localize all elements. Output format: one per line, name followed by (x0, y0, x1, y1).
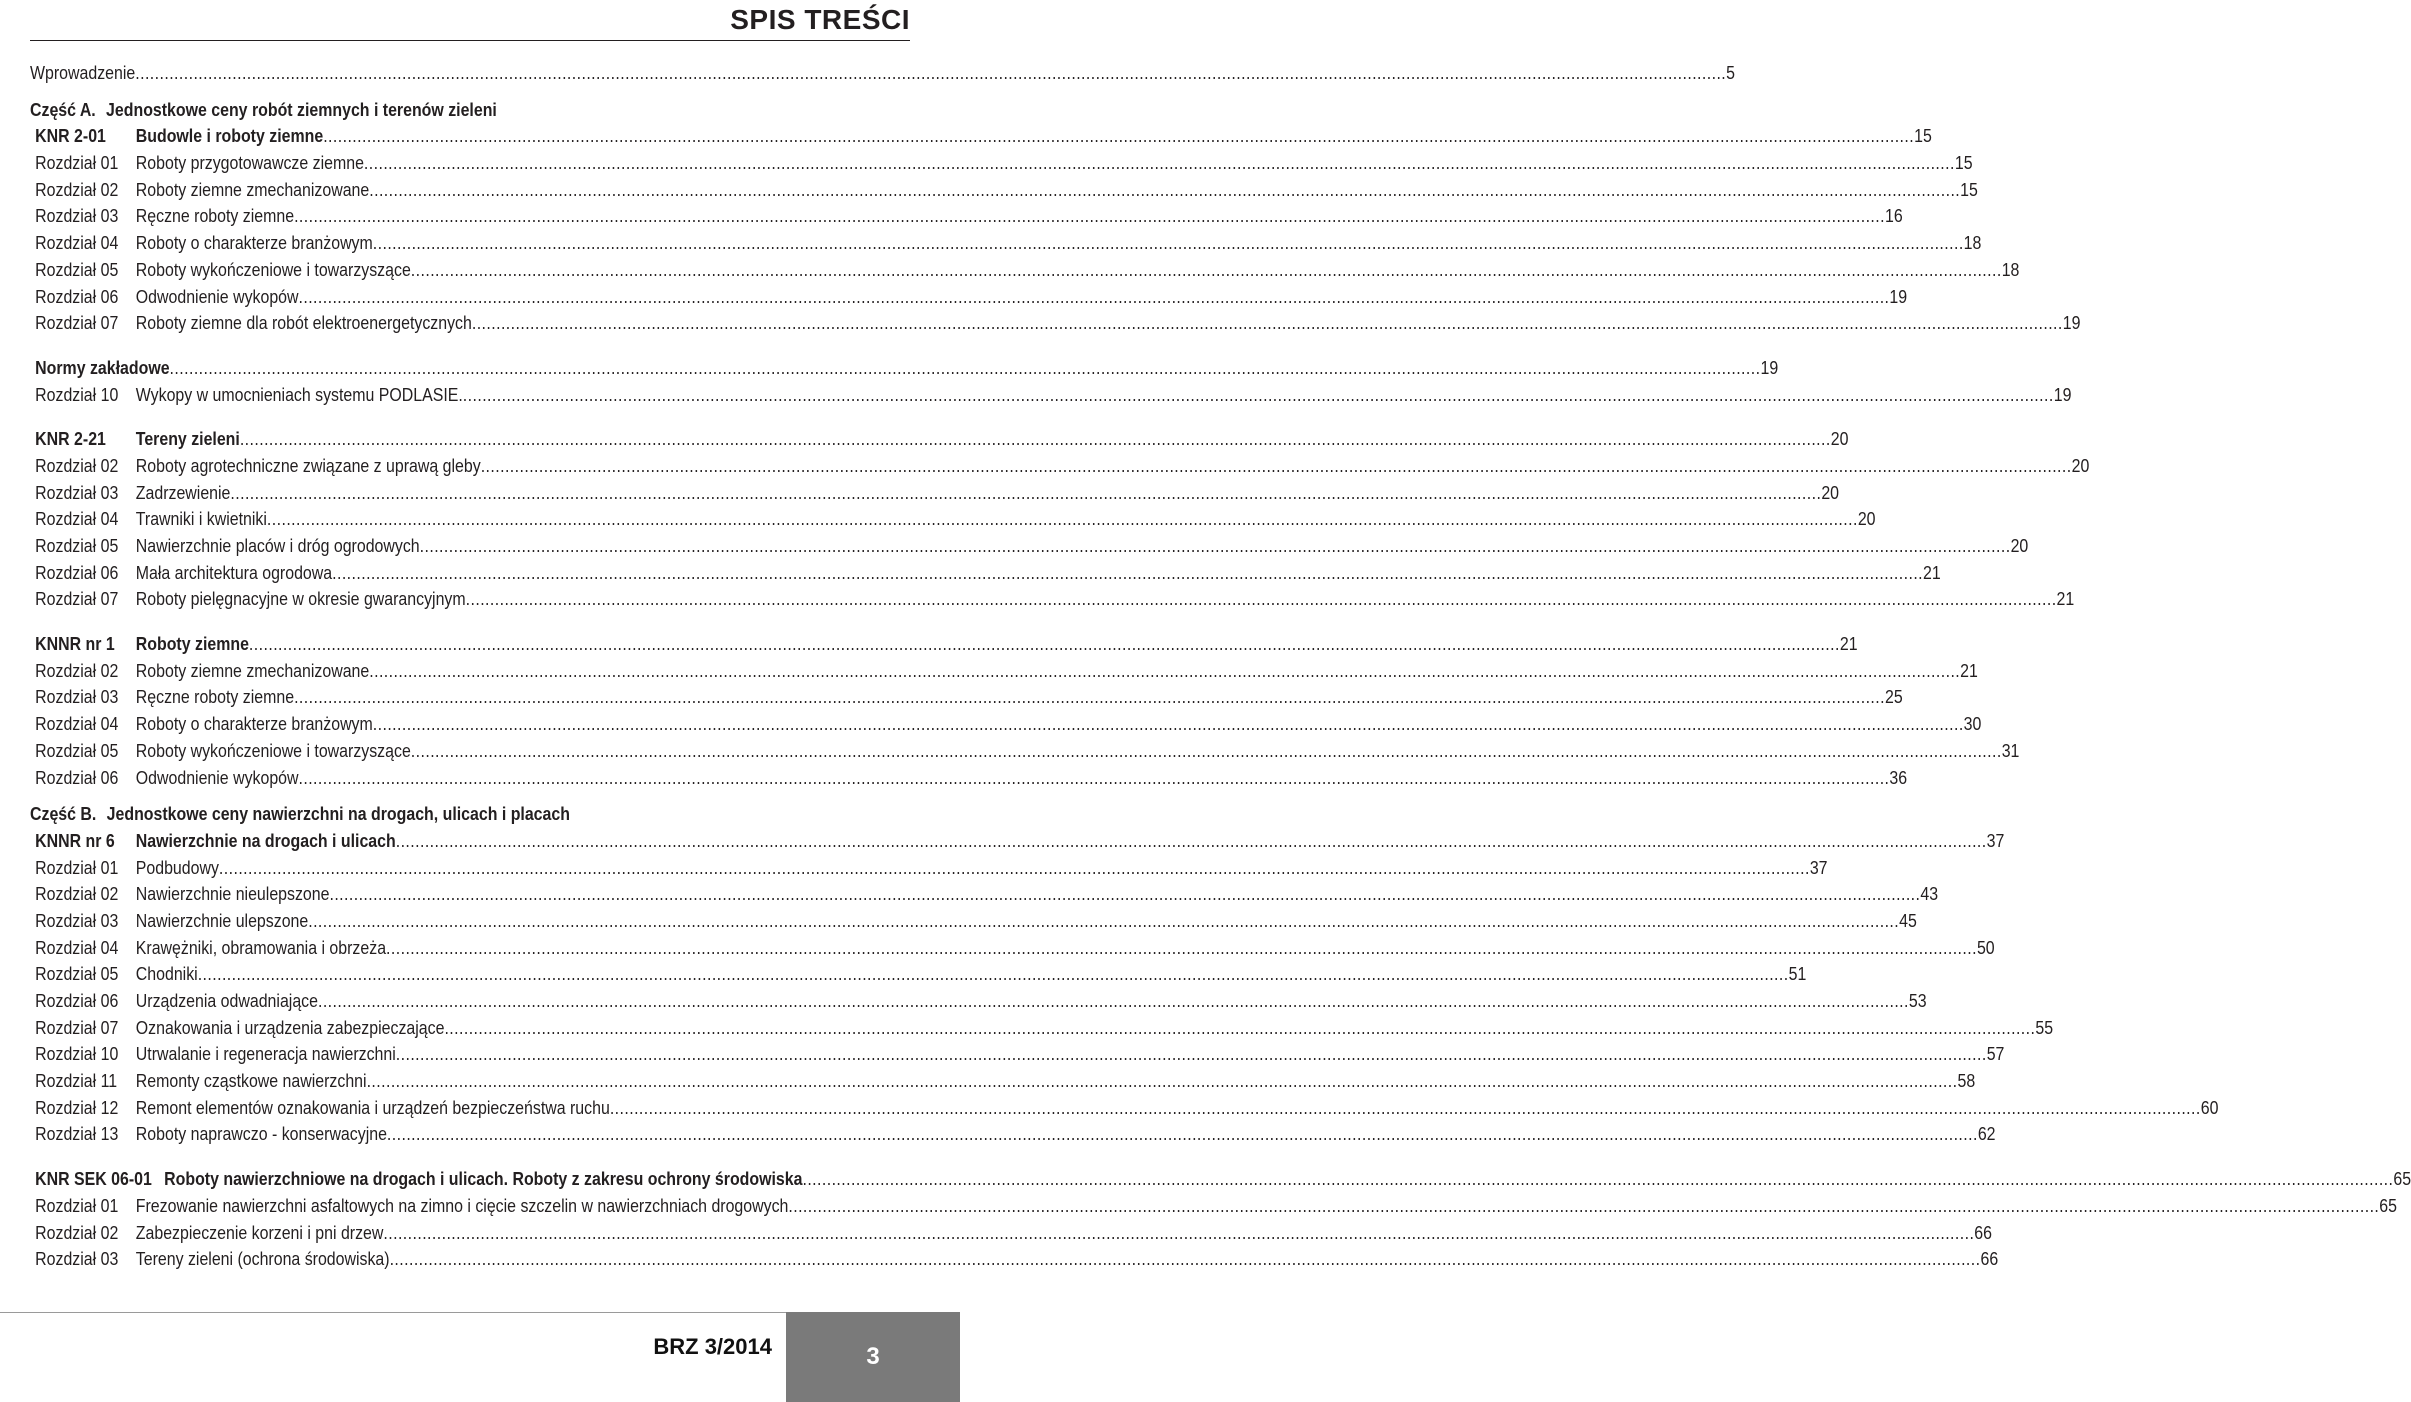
dot-leader (249, 631, 1840, 658)
toc-entry[interactable] (30, 382, 2072, 409)
toc-entry-intro[interactable] (30, 60, 1736, 87)
dot-leader (472, 310, 2063, 337)
toc-entry-code: Rozdział 02 (35, 454, 119, 476)
toc-entry-page: 58 (1957, 1070, 1976, 1092)
toc-entry-page: 50 (1976, 936, 1995, 958)
toc-entry[interactable] (30, 1095, 2219, 1122)
toc-entry-code: Rozdział 03 (35, 481, 119, 503)
toc-entry[interactable] (30, 177, 1978, 204)
toc-entry-page: 57 (1986, 1043, 2005, 1065)
toc-entry-code: Rozdział 02 (35, 659, 119, 681)
toc-entry-title: Nawierzchnie ulepszone (135, 909, 309, 931)
dot-leader (396, 1041, 1987, 1068)
toc-entry[interactable] (30, 284, 1908, 311)
header-rule (30, 40, 910, 41)
toc-entry-page: 25 (1884, 686, 1903, 708)
toc-entry-page: 19 (1760, 356, 1779, 378)
toc-entry-title: Urządzenia odwadniające (135, 990, 318, 1011)
toc-entry-code: Rozdział 13 (35, 1123, 119, 1145)
toc-entry-code: Rozdział 03 (35, 686, 119, 708)
toc-entry-title: Odwodnienie wykopów (135, 285, 299, 307)
toc-entry-title: Roboty ziemne zmechanizowane (135, 178, 370, 200)
toc-entry-page: 21 (2056, 588, 2075, 610)
toc-entry-title: Roboty ziemne dla robót elektroenergetycznych (135, 312, 472, 334)
dot-leader (332, 560, 1923, 587)
toc-group-items (30, 150, 2081, 337)
toc-entry-code: Rozdział 07 (35, 312, 119, 334)
part-label: Część B. (30, 803, 97, 825)
toc-entry-title: Zadrzewienie (135, 481, 231, 503)
toc-entry-code: KNNR nr 1 (35, 633, 115, 655)
toc-entry-code: Rozdział 01 (35, 856, 119, 878)
dot-leader (373, 711, 1964, 738)
part-a-heading (30, 97, 904, 124)
toc-entry-title: Ręczne roboty ziemne (135, 205, 295, 227)
toc-entry-page: 20 (1857, 508, 1876, 530)
footer-rule (0, 1312, 786, 1313)
toc-entry-page: 31 (2001, 739, 2020, 761)
toc-entry-title: Roboty ziemne zmechanizowane (135, 659, 370, 681)
toc-entry-page: 19 (1889, 285, 1908, 307)
dot-leader (411, 738, 2002, 765)
dot-leader (444, 1015, 2035, 1042)
toc-entry-title: Roboty nawierzchniowe na drogach i ulicach. Roboty z zakresu ochrony środowiska (164, 1168, 803, 1190)
toc-entry[interactable] (30, 506, 1876, 533)
toc-entry-page: 20 (1821, 481, 1840, 503)
dot-leader (364, 150, 1955, 177)
toc-group-heading[interactable] (30, 1166, 2411, 1193)
toc-entry-page: 43 (1920, 883, 1939, 905)
dot-leader (396, 828, 1987, 855)
dot-leader (420, 533, 2011, 560)
toc-entry-code: KNR SEK 06-01 (35, 1168, 152, 1190)
toc-entry-title: Chodniki (135, 963, 198, 985)
toc-entry[interactable] (30, 586, 2075, 613)
dot-leader (481, 453, 2072, 480)
part-title: Jednostkowe ceny nawierzchni na drogach, ulicach i placach (106, 803, 570, 825)
toc-entry-code: Rozdział 04 (35, 713, 119, 735)
toc-entry-code: Rozdział 06 (35, 285, 119, 307)
toc-entry-title: Zabezpieczenie korzeni i pni drzew (135, 1221, 384, 1243)
toc-entry-page: 66 (1980, 1248, 1999, 1270)
toc-entry-title: Frezowanie nawierzchni asfaltowych na zimno i cięcie szczelin w nawierzchniach drogowych (135, 1194, 789, 1216)
page-number-box (786, 1312, 960, 1402)
dot-leader (294, 203, 1885, 230)
toc-entry-code: Rozdział 07 (35, 1016, 119, 1038)
toc-entry-code: Rozdział 03 (35, 909, 119, 931)
toc-entry-code: Rozdział 11 (35, 1070, 118, 1092)
toc-entry[interactable] (30, 711, 1982, 738)
toc-entry-code: Rozdział 01 (35, 1194, 119, 1216)
dot-leader (294, 684, 1885, 711)
toc-entry-code: Rozdział 07 (35, 588, 119, 610)
toc-entry-title: Remonty cząstkowe nawierzchni (135, 1070, 367, 1092)
dot-leader (463, 382, 2054, 409)
toc-entry-page: 20 (2010, 535, 2029, 556)
toc-entry-code: Rozdział 03 (35, 1248, 119, 1270)
dot-leader (318, 988, 1909, 1015)
toc-entry[interactable] (30, 908, 1917, 935)
toc-entry-page: 20 (2071, 454, 2090, 476)
toc-entry-page: 19 (2062, 312, 2081, 334)
toc-group-heading[interactable] (30, 355, 1779, 382)
toc-entry-page: 15 (1914, 125, 1932, 147)
dot-leader (135, 60, 1726, 87)
toc-entry-title: Roboty wykończeniowe i towarzyszące (135, 739, 411, 761)
toc-entry-title: Roboty o charakterze branżowym (135, 232, 373, 254)
toc-entry-title: Budowle i roboty ziemne (135, 125, 324, 147)
toc-entry-code: Rozdział 05 (35, 535, 119, 556)
toc-entry[interactable] (30, 257, 2020, 284)
dot-leader (198, 961, 1789, 988)
toc-entry-title: Odwodnienie wykopów (135, 766, 299, 788)
toc-entry-code: KNNR nr 6 (35, 829, 115, 851)
toc-entry-title: Nawierzchnie nieulepszone (135, 883, 330, 905)
dot-leader (329, 881, 1920, 908)
dot-leader (373, 230, 1964, 257)
dot-leader (369, 658, 1960, 685)
toc-entry-code: Rozdział 05 (35, 963, 119, 985)
toc-entry-code: Rozdział 06 (35, 766, 119, 788)
toc-entry-title: Remont elementów oznakowania i urządzeń bezpieczeństwa ruchu (135, 1096, 610, 1118)
toc-entry-page: 21 (1839, 633, 1858, 655)
toc-entry[interactable] (30, 765, 1908, 792)
toc-entry[interactable] (30, 684, 1903, 711)
toc-entry-title: Ręczne roboty ziemne (135, 686, 295, 708)
toc-entry-page: 66 (1974, 1221, 1993, 1243)
toc-group-heading[interactable] (30, 631, 1858, 658)
toc-entry[interactable] (30, 1015, 2054, 1042)
toc-entry-page: 18 (2001, 258, 2020, 280)
toc-entry-title: Tereny zieleni (ochrona środowiska) (135, 1248, 390, 1270)
toc-entry-page: 19 (2053, 383, 2072, 405)
toc-entry[interactable] (30, 935, 1995, 962)
toc-entry-code: Rozdział 06 (35, 561, 119, 583)
toc-entry-code: Rozdział 06 (35, 990, 119, 1011)
toc-entry-page: 30 (1963, 713, 1982, 735)
toc-entry-title: Roboty o charakterze branżowym (135, 713, 373, 735)
toc-entry-page: 45 (1899, 909, 1917, 931)
toc-entry-title: Oznakowania i urządzenia zabezpieczające (135, 1016, 445, 1038)
toc-group-heading[interactable] (30, 123, 1932, 150)
toc-entry[interactable] (30, 203, 1903, 230)
toc-entry-code: Rozdział 05 (35, 739, 119, 761)
toc-entry-page: 5 (1726, 62, 1736, 83)
toc-entry-page: 21 (1960, 659, 1978, 681)
toc-entry-page: 36 (1889, 766, 1908, 788)
toc-entry-code: Rozdział 03 (35, 205, 119, 227)
toc-entry-title: Roboty ziemne (135, 633, 249, 655)
toc-entry-title: Roboty wykończeniowe i towarzyszące (135, 258, 411, 280)
toc-entry-page: 65 (2379, 1194, 2397, 1216)
part-b-heading (30, 801, 904, 828)
dot-leader (386, 935, 1977, 962)
toc-entry-page: 62 (1977, 1123, 1996, 1145)
toc-entry-title: Roboty pielęgnacyjne w okresie gwarancyjnym (135, 588, 466, 610)
toc-entry-page: 18 (1963, 232, 1982, 254)
footer (0, 1312, 960, 1402)
toc-entry-code: Rozdział 12 (35, 1096, 119, 1118)
dot-leader (387, 1121, 1978, 1148)
toc-entry-title: Podbudowy (135, 856, 219, 878)
toc-entry-page: 60 (2200, 1096, 2219, 1118)
toc-entry-page: 51 (1788, 963, 1807, 985)
toc-entry[interactable] (30, 1220, 1993, 1247)
toc-entry[interactable] (30, 658, 1978, 685)
dot-leader (219, 855, 1810, 882)
toc-entry-code: Rozdział 02 (35, 178, 119, 200)
toc-entry-page: 37 (1809, 856, 1828, 878)
toc-entry-code: Rozdział 04 (35, 936, 119, 958)
toc-entry-page: 55 (2035, 1016, 2054, 1038)
toc-entry-page: 65 (2393, 1168, 2411, 1190)
dot-leader (411, 257, 2002, 284)
toc-entry-code: Rozdział 05 (35, 258, 119, 280)
dot-leader (299, 284, 1890, 311)
dot-leader (308, 908, 1899, 935)
toc-entry-title: Roboty naprawczo - konserwacyjne (135, 1123, 387, 1145)
toc-entry-title: Normy zakładowe (35, 356, 170, 378)
toc-entry-code: Rozdział 10 (35, 1043, 119, 1065)
toc-entry-code: Rozdział 04 (35, 508, 119, 530)
dot-leader (369, 177, 1960, 204)
dot-leader (367, 1068, 1958, 1095)
issue-label: BRZ 3/2014 (653, 1334, 772, 1359)
toc-entry-page: 16 (1884, 205, 1903, 227)
toc-entry-title: Wprowadzenie (30, 62, 136, 83)
toc-entry-title: Trawniki i kwietniki (135, 508, 267, 530)
toc-entry-page: 15 (1960, 178, 1978, 200)
toc-entry[interactable] (30, 1246, 1999, 1273)
dot-leader (230, 480, 1821, 507)
toc-entry-title: Nawierzchnie placów i dróg ogrodowych (135, 535, 420, 556)
toc-entry[interactable] (30, 1121, 1996, 1148)
toc-entry[interactable] (30, 738, 2020, 765)
toc-entry[interactable] (30, 480, 1840, 507)
table-of-contents (30, 60, 2411, 1273)
toc-entry[interactable] (30, 881, 1939, 908)
toc-entry-title: Wykopy w umocnieniach systemu PODLASIE. (135, 383, 463, 405)
toc-entry[interactable] (30, 150, 1973, 177)
toc-entry-page: 53 (1908, 990, 1927, 1011)
dot-leader (299, 765, 1890, 792)
toc-entry-title: Mała architektura ogrodowa (135, 561, 333, 583)
toc-entry[interactable] (30, 310, 2081, 337)
toc-entry[interactable] (30, 988, 1927, 1015)
dot-leader (170, 355, 1761, 382)
toc-entry-title: Roboty przygotowawcze ziemne (135, 152, 364, 174)
dot-leader (610, 1095, 2201, 1122)
dot-leader (240, 426, 1831, 453)
part-title: Jednostkowe ceny robót ziemnych i terenów zieleni (106, 98, 497, 120)
dot-leader (802, 1166, 2393, 1193)
toc-entry-page: 15 (1954, 152, 1973, 174)
toc-entry[interactable] (30, 1041, 2005, 1068)
toc-entry-code: Rozdział 04 (35, 232, 119, 254)
toc-entry[interactable] (30, 1068, 1976, 1095)
toc-group-heading[interactable] (30, 828, 2005, 855)
toc-entry-code: KNR 2-01 (35, 125, 106, 147)
part-label: Część A. (30, 98, 96, 120)
toc-entry[interactable] (30, 453, 2090, 480)
toc-entry-title: Utrwalanie i regeneracja nawierzchni (135, 1043, 396, 1065)
toc-entry-code: KNR 2-21 (35, 428, 106, 450)
toc-entry-page: 20 (1830, 428, 1849, 450)
toc-entry[interactable] (30, 533, 2029, 560)
toc-group-heading[interactable] (30, 426, 1849, 453)
toc-entry-title: Krawężniki, obramowania i obrzeża (135, 936, 387, 958)
toc-entry-code: Rozdział 01 (35, 152, 119, 174)
dot-leader (267, 506, 1858, 533)
toc-entry-title: Nawierzchnie na drogach i ulicach (135, 829, 396, 851)
toc-entry[interactable] (30, 560, 1941, 587)
toc-entry[interactable] (30, 1193, 2397, 1220)
toc-entry[interactable] (30, 961, 1807, 988)
dot-leader (323, 123, 1914, 150)
toc-entry-code: Rozdział 02 (35, 883, 119, 905)
dot-leader (466, 586, 2057, 613)
toc-entry-page: 37 (1986, 829, 2005, 851)
toc-entry-title: Roboty agrotechniczne związane z uprawą gleby (135, 454, 481, 476)
toc-entry-page: 21 (1923, 561, 1941, 583)
toc-entry[interactable] (30, 855, 1828, 882)
toc-entry[interactable] (30, 230, 1982, 257)
page-title: SPIS TREŚCI (730, 4, 910, 35)
toc-entry-title: Tereny zieleni (135, 428, 240, 450)
dot-leader (390, 1246, 1981, 1273)
toc-entry-code: Rozdział 10 (35, 383, 119, 405)
page-number: 3 (866, 1343, 880, 1370)
toc-entry-code: Rozdział 02 (35, 1221, 119, 1243)
dot-leader (788, 1193, 2379, 1220)
dot-leader (383, 1220, 1974, 1247)
